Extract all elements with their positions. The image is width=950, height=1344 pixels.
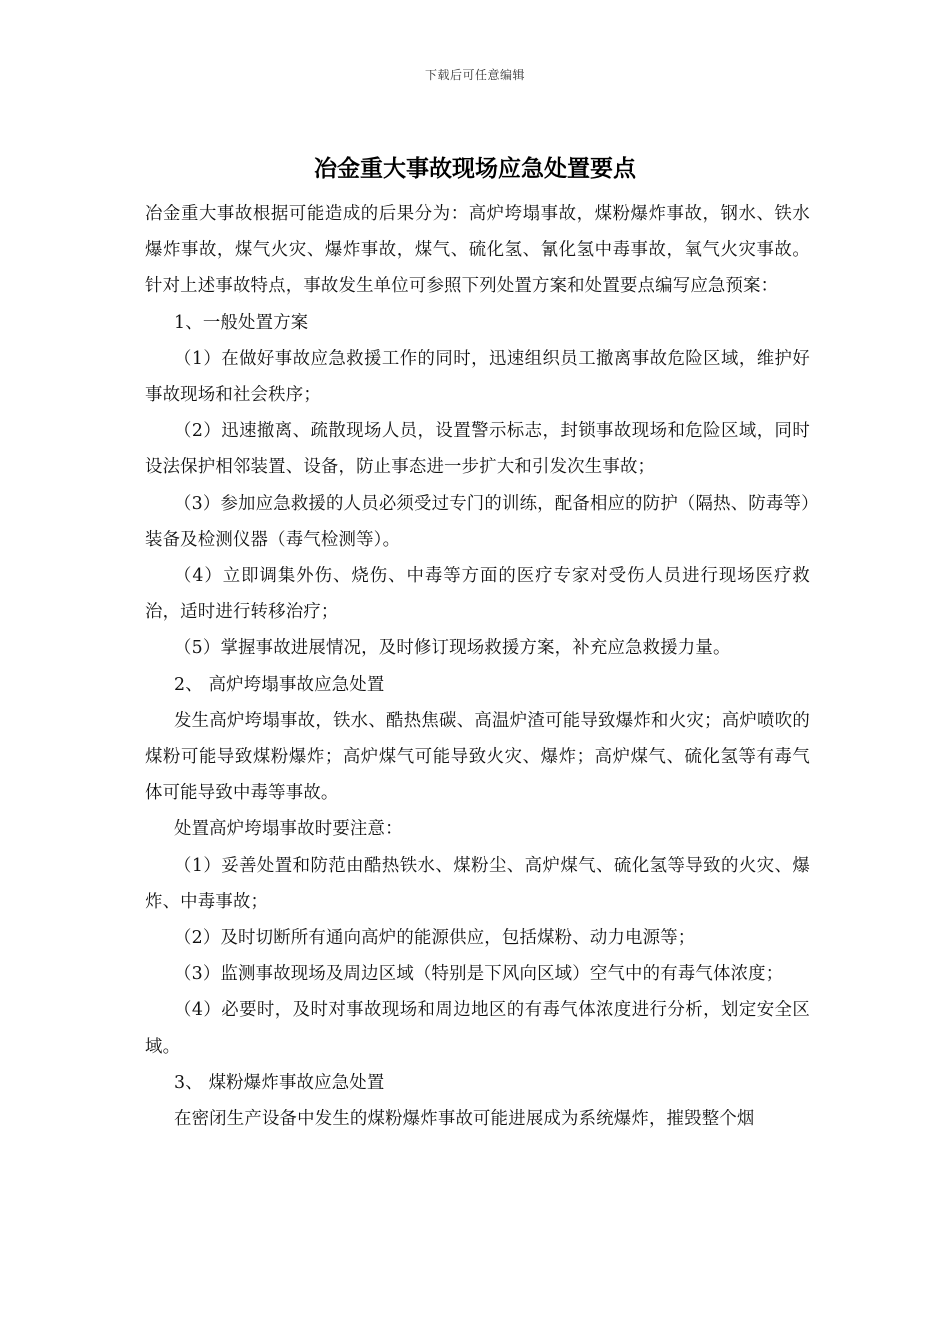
coal-dust-description: 在密闭生产设备中发生的煤粉爆炸事故可能进展成为系统爆炸，摧毁整个烟 [174, 1109, 755, 1130]
general-item-5: （5）掌握事故进展情况，及时修订现场救援方案，补充应急救援力量。 [174, 638, 731, 659]
blast-furnace-item-3: （3）监测事故现场及周边区域（特别是下风向区域）空气中的有毒气体浓度； [174, 964, 784, 985]
general-item-3: （3）参加应急救援的人员必须受过专门的训练，配备相应的防护（隔热、防毒等）装备及检测仪器（毒气检测等）。 [145, 493, 810, 550]
general-item-2: （2）迅速撤离、疏散现场人员，设置警示标志，封锁事故现场和危险区域，同时设法保护相邻装置、设备，防止事态进一步扩大和引发次生事故； [145, 421, 810, 478]
page-title: 冶金重大事故现场应急处置要点 [314, 156, 636, 182]
intro-paragraph: 冶金重大事故根据可能造成的后果分为：高炉垮塌事故，煤粉爆炸事故，钢水、铁水爆炸事故，煤气火灾、爆炸事故，煤气、硫化氢、氰化氢中毒事故，氧气火灾事故。针对上述事故特点，事故发生单位可参照下列处置方案和处置要点编写应急预案： [145, 204, 810, 297]
general-item-4: （4）立即调集外伤、烧伤、中毒等方面的医疗专家对受伤人员进行现场医疗救治，适时进行转移治疗； [145, 566, 810, 623]
document-body [145, 196, 810, 1137]
blast-furnace-notes-heading: 处置高炉垮塌事故时要注意： [174, 819, 403, 840]
section-heading-blast-furnace: 2、 高炉垮塌事故应急处置 [174, 674, 385, 695]
blast-furnace-description: 发生高炉垮塌事故，铁水、酷热焦碳、高温炉渣可能导致爆炸和火灾；高炉喷吹的煤粉可能导致煤粉爆炸；高炉煤气可能导致火灾、爆炸；高炉煤气、硫化氢等有毒气体可能导致中毒等事故。 [145, 710, 810, 804]
blast-furnace-item-1: （1）妥善处置和防范由酷热铁水、煤粉尘、高炉煤气、硫化氢等导致的火灾、爆炸、中毒事故； [145, 855, 810, 912]
blast-furnace-item-2: （2）及时切断所有通向高炉的能源供应，包括煤粉、动力电源等； [174, 928, 696, 949]
section-heading-general: 1、一般处置方案 [174, 312, 309, 333]
blast-furnace-item-4: （4）必要时，及时对事故现场和周边地区的有毒气体浓度进行分析，划定安全区域。 [145, 1000, 810, 1057]
general-item-1: （1）在做好事故应急救援工作的同时，迅速组织员工撤离事故危险区域，维护好事故现场和社会秩序； [145, 348, 810, 406]
header-note: 下载后可任意编辑 [424, 68, 525, 82]
section-heading-coal-dust: 3、 煤粉爆炸事故应急处置 [174, 1072, 385, 1093]
